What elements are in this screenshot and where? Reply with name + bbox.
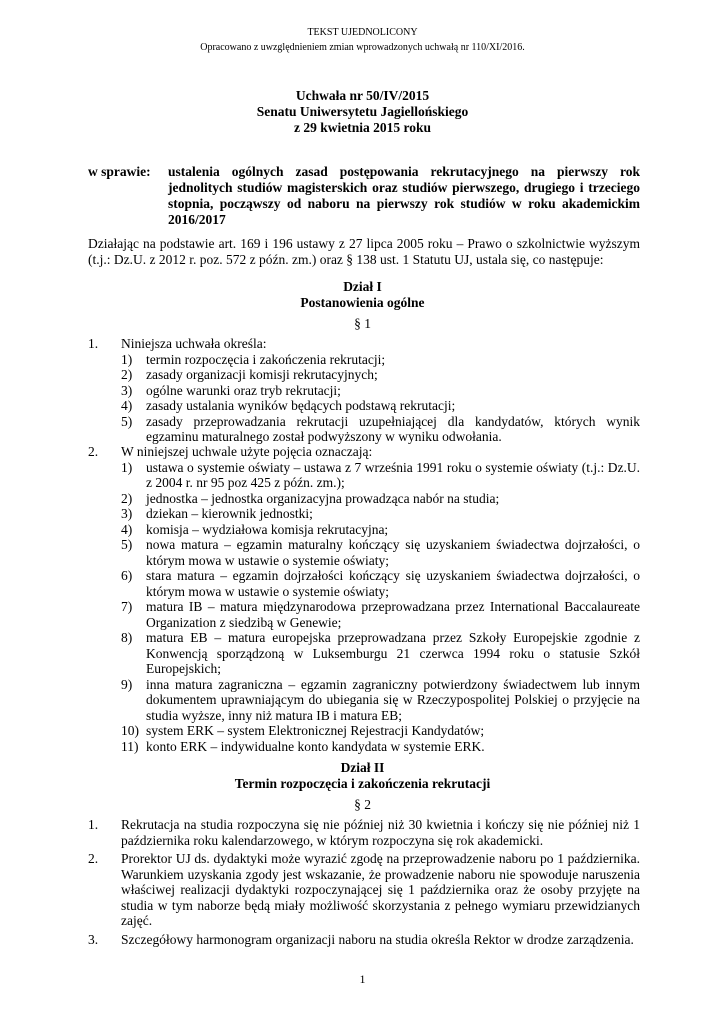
section-1-paragraph-sign: § 1 <box>354 316 371 331</box>
subject-text: ustalenia ogólnych zasad postępowania rekrutacyjnego na pierwszy rok jednolitych studiów magisterskich oraz studiów pierwszego, drugiego i trzeciego stopnia, począwszy od naboru na pierwszy rok studiów w roku akademickim 2016/2017 <box>168 164 640 227</box>
list-item: 5) nowa matura – egzamin maturalny kończący się uzyskaniem świadectwa dojrzałości, o którym mowa w ustawie o systemie oświaty; <box>121 537 640 568</box>
list-item: 8) matura EB – matura europejska przeprowadzana przez Szkoły Europejskie zgodnie z Konwencją sporządzoną w Luksemburgu 21 czerwca 1994 roku o statusie Szkół Europejskich; <box>121 630 640 676</box>
list-item: 5) zasady przeprowadzania rekrutacji uzupełniającej dla kandydatów, których wynik egzaminu maturalnego został podwyższony w wyniku odwołania. <box>121 413 640 444</box>
page-number: 1 <box>359 972 366 986</box>
section-2-body <box>88 817 640 947</box>
list-item: 1) ustawa o systemie oświaty – ustawa z 7 września 1991 roku o systemie oświaty (t.j.: Dz.U. z 2004 r. nr 95 poz 425 z późn. zm.); <box>121 459 640 490</box>
intro-paragraph: Działając na podstawie art. 169 i 196 ustawy z 27 lipca 2005 roku – Prawo o szkolnictwie wyższym (t.j.: Dz.U. z 2012 r. poz. 572 z późn. zm.) oraz § 138 ust. 1 Statutu UJ, ustala się, co następuje: <box>88 236 640 267</box>
section-2-heading: Dział II <box>340 760 385 775</box>
numbered-paragraph: 2. Prorektor UJ ds. dydaktyki może wyrazić zgodę na przeprowadzenie naboru po 1 października. Warunkiem uzyskania zgody jest wskazanie, że prowadzenie naboru nie spowoduje naruszenia właściwej realizacji dydaktyki rozpoczynającej się 1 października oraz że osoby przyjęte na studia w tym naborze będą miały możliwość skorzystania z pełnego wymiaru przewidzianych zajęć. <box>88 851 640 928</box>
point-text: Niniejsza uchwała określa: <box>121 336 267 351</box>
list-item: 4) komisja – wydziałowa komisja rekrutacyjna; <box>121 521 389 537</box>
resolution-title <box>0 88 725 136</box>
section-2-subheading: Termin rozpoczęcia i zakończenia rekrutacji <box>234 776 491 791</box>
section-1-heading: Dział I <box>343 279 382 294</box>
list-item: 1) termin rozpoczęcia i zakończenia rekrutacji; <box>121 351 386 367</box>
section-2-paragraph-sign: § 2 <box>354 797 371 812</box>
point-number: 1. <box>88 336 99 351</box>
list-item: 10) system ERK – system Elektronicznej Rejestracji Kandydatów; <box>121 723 485 738</box>
title-line-1: Uchwała nr 50/IV/2015 <box>295 88 430 103</box>
numbered-paragraph: 3. Szczegółowy harmonogram organizacji naboru na studia określa Rektor w drodze zarządzenia. <box>88 931 634 947</box>
title-line-2: Senatu Uniwersytetu Jagiellońskiego <box>256 104 469 119</box>
list-item: 6) stara matura – egzamin dojrzałości kończący się uzyskaniem świadectwa dojrzałości, o którym mowa w ustawie o systemie oświaty; <box>121 568 640 599</box>
subject-label: w sprawie: <box>88 164 151 179</box>
list-item: 7) matura IB – matura międzynarodowa przeprowadzana przez International Baccalaureate Organization z siedzibą w Genewie; <box>121 599 640 630</box>
point-number: 2. <box>88 444 99 459</box>
list-item: 2) jednostka – jednostka organizacyjna prowadząca nabór na studia; <box>121 490 500 506</box>
list-item: 2) zasady organizacji komisji rekrutacyjnych; <box>121 367 378 382</box>
title-line-3: z 29 kwietnia 2015 roku <box>293 120 431 135</box>
point-text: W niniejszej uchwale użyte pojęcia oznaczają: <box>121 444 373 459</box>
list-item: 11) konto ERK – indywidualne konto kandydata w systemie ERK. <box>121 738 485 754</box>
subject-block <box>88 164 640 228</box>
list-item: 4) zasady ustalania wyników będących podstawą rekrutacji; <box>121 398 456 413</box>
header-consolidated-text: TEKST UJEDNOLICONY <box>307 27 418 38</box>
section-1-point-1 <box>88 336 640 445</box>
numbered-paragraph: 1. Rekrutacja na studia rozpoczyna się nie później niż 30 kwietnia i kończy się nie później niż 1 października roku kalendarzowego, w którym rozpoczyna się rok akademicki. <box>88 817 640 848</box>
section-1-point-2 <box>88 444 640 754</box>
list-item: 3) dziekan – kierownik jednostki; <box>121 506 313 521</box>
list-item: 9) inna matura zagraniczna – egzamin zagraniczny potwierdzony świadectwem lub innym dokumentem uprawniającym do ubiegania się w Rzeczypospolitej Polskiej o przyjęcie na studia wyższe, inny niż matura IB i matura EB; <box>121 676 640 723</box>
section-1-subheading: Postanowienia ogólne <box>300 295 425 310</box>
header-amendment-note: Opracowano z uwzględnieniem zmian wprowadzonych uchwałą nr 110/XI/2016. <box>200 42 525 53</box>
list-item: 3) ogólne warunki oraz tryb rekrutacji; <box>121 382 341 398</box>
